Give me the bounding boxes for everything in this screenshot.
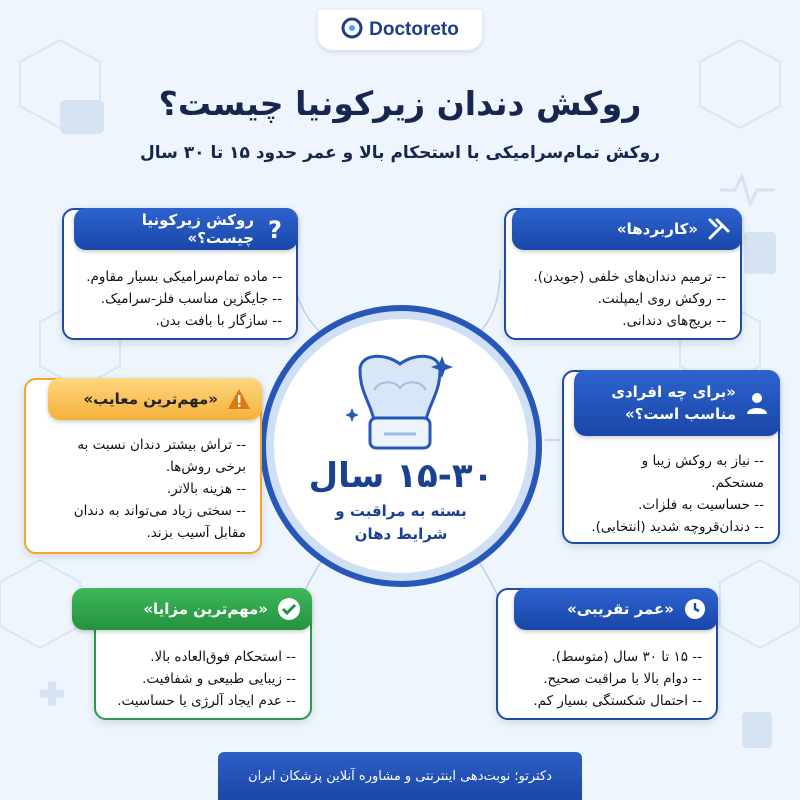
list-item: -- ۱۵ تا ۳۰ سال (متوسط). [551,649,702,665]
list-item: -- زیبایی طبیعی و شفافیت. [142,671,296,687]
card-pros-title: «مهم‌ترین مزایا» [143,600,268,618]
card-uses-title: «کاربردها» [616,220,698,238]
lifespan-note-line2: شرایط دهان [354,525,448,543]
page-subtitle: روکش تمام‌سرامیکی با استحکام بالا و عمر حدود ۱۵ تا ۳۰ سال [139,143,660,163]
list-item: -- جایگزین مناسب فلز-سرامیک. [100,291,282,307]
card-uses-list [516,266,726,332]
check-icon [276,596,302,622]
svg-text:?: ? [268,216,282,242]
card-what-is [62,208,298,340]
card-who-header [574,370,780,436]
card-what-is-list [74,266,282,332]
list-item: مقابل آسیب بزند. [146,525,246,541]
footer-text: دکترتو؛ نوبت‌دهی اینترنتی و مشاوره آنلاین پزشکان ایران [248,768,552,784]
card-who-title-line2: مناسب است؟» [624,405,736,423]
list-item: -- سختی زیاد می‌تواند به دندان [73,503,246,519]
tools-icon [706,216,732,242]
lifespan-note-line1: بسته به مراقبت و [335,502,467,520]
card-cons-list [36,434,246,544]
tooth-icon [340,350,460,454]
card-pros-header [72,588,312,630]
footer-banner [218,752,582,800]
warning-icon [226,386,252,412]
user-icon [744,390,770,416]
card-lifespan-header [514,588,718,630]
question-icon [262,216,288,242]
list-item: -- تراش بیشتر دندان نسبت به [77,437,246,453]
list-item: -- عدم ایجاد آلرژی یا حساسیت. [117,693,296,709]
card-lifespan-title: «عمر تقریبی» [567,600,674,618]
card-cons-header [48,378,262,420]
brand-name: Doctoreto [369,19,459,40]
list-item: -- هزینه بالاتر. [166,481,246,497]
list-item: برخی روش‌ها. [165,459,246,475]
list-item: مستحکم. [711,475,764,491]
list-item: -- استحکام فوق‌العاده بالا. [150,649,296,665]
card-uses-header [512,208,742,250]
card-who-title-line1: «برای چه افرادی [611,383,736,401]
card-pros [94,588,312,720]
card-lifespan [496,588,718,720]
card-who-list [574,450,764,538]
list-item: -- سازگار با بافت بدن. [155,313,282,329]
card-cons [24,378,262,554]
list-item: -- روکش روی ایمپلنت. [597,291,726,307]
card-who-title [611,381,736,425]
card-what-is-header [74,208,298,250]
card-what-is-title: روکش زیرکونیا چیست؟» [141,211,254,247]
list-item: -- ترمیم دندان‌های خلفی (جویدن). [533,269,726,285]
card-who [562,370,780,544]
card-lifespan-list [508,646,702,712]
list-item: -- احتمال شکستگی بسیار کم. [533,693,702,709]
list-item: -- نیاز به روکش زیبا و [641,453,764,469]
page-title: روکش دندان زیرکونیا چیست؟ [158,84,642,123]
list-item: -- بریج‌های دندانی. [622,313,726,329]
card-pros-list [106,646,296,712]
clock-icon [682,596,708,622]
list-item: -- دوام بالا با مراقبت صحیح. [543,671,702,687]
card-uses [504,208,742,340]
list-item: -- ماده تمام‌سرامیکی بسیار مقاوم. [86,269,282,285]
card-cons-title: «مهم‌ترین معایب» [83,390,218,408]
lifespan-years: ۱۵-۳۰ سال [308,456,494,496]
lifespan-note [300,500,502,546]
list-item: -- دندان‌قروچه شدید (انتخابی). [591,519,764,535]
list-item: -- حساسیت به فلزات. [638,497,764,513]
